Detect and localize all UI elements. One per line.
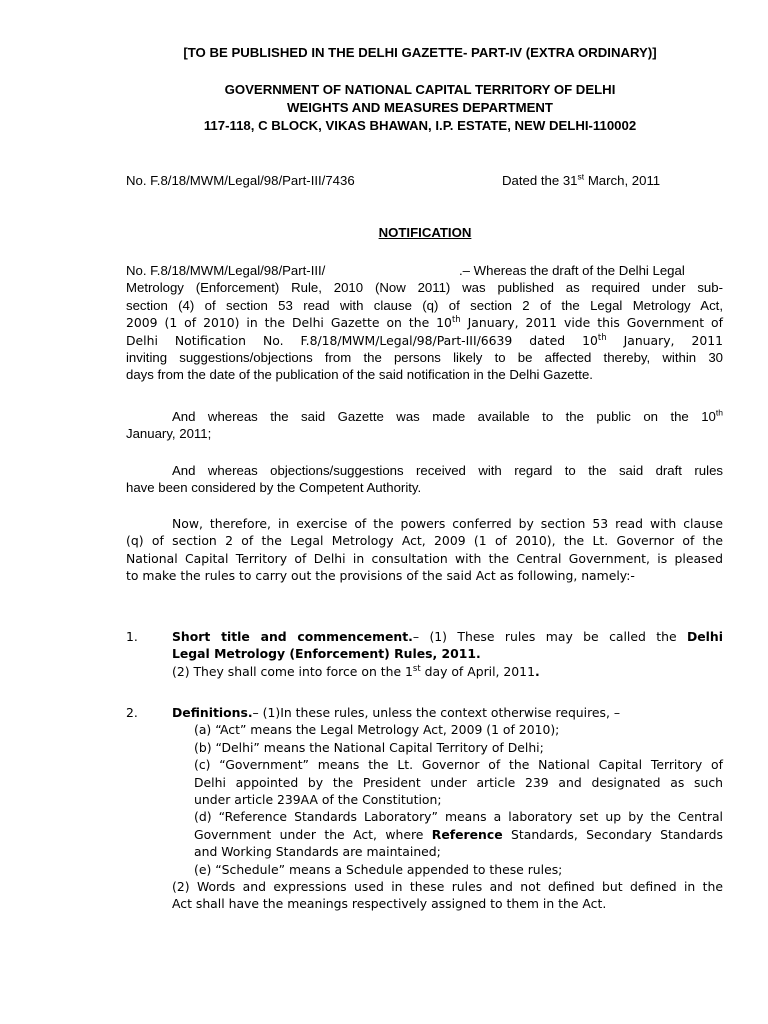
definitions-list (172, 721, 723, 878)
address-heading: 117-118, C BLOCK, VIKAS BHAWAN, I.P. ESTATE, NEW DELHI-110002 (203, 118, 637, 133)
preamble-paragraph: No. F.8/18/MWM/Legal/98/Part-III/ .– Whereas the draft of the Delhi Legal Metrology (Enforcement) Rule, 2010 (Now 2011) was published as required under sub- section (4) of section 53 read with clause (q) of section 2 of the Legal Metrology Act, 2009 (1 of 2010) in the Delhi Gazette on the 10th January, 2011 vide this Government of Delhi Notification No. F.8/18/MWM/Legal/98/Part-III/6639 dated 10th January, 2011 inviting suggestions/objections from the persons likely to be affected thereby, within 30 days from the date of the publication of the said notification in the Delhi Gazette. (126, 263, 724, 383)
definitions-subrule-2: (2) Words and expressions used in these rules and not defined but defined in the Act shall have the meanings respectively assigned to them in the Act. (172, 879, 723, 912)
rule-2-definitions: Definitions.– (1)In these rules, unless the context otherwise requires, – (a) “Act” means the Legal Metrology Act, 2009 (1 of 2010); (b) “Delhi” means the National Capital Territory of Delhi; (c) “Government” means the Lt. Governor of the National Capital Territory of Delhi appointed by the President under article 239 and designated as such under article 239AA of the Constitution; (d) “Reference Standards Laboratory” means a laboratory set up by the Central Government under the Act, where Reference Standards, Secondary Standards and Working Standards are maintained; (e) “Schedule” means a Schedule appended to these rules; (2) Words and expressions used in these rules and not defined but defined in the Act shall have the meanings respectively assigned to them in the Act. (172, 705, 723, 912)
gazette-heading: [TO BE PUBLISHED IN THE DELHI GAZETTE- PART-IV (EXTRA ORDINARY)] (183, 45, 657, 60)
reference-number: No. F.8/18/MWM/Legal/98/Part-III/7436 (126, 173, 355, 188)
definition-schedule: (e) “Schedule” means a Schedule appended to these rules; (194, 861, 563, 877)
definition-act: (a) “Act” means the Legal Metrology Act, 2009 (1 of 2010); (194, 722, 560, 738)
definition-government: (c) “Government” means the Lt. Governor of the National Capital Territory of Delhi appointed by the President under article 239 and designated as such under article 239AA of the Constitution; (194, 757, 723, 808)
definition-delhi: (b) “Delhi” means the National Capital Territory of Delhi; (194, 739, 544, 755)
definition-reference-standards-laboratory: (d) “Reference Standards Laboratory” means a laboratory set up by the Central Government under the Act, where Reference Standards, Secondary Standards and Working Standards are maintained; (194, 809, 723, 860)
rule-2-number: 2. (126, 705, 138, 720)
objections-paragraph: And whereas objections/suggestions received with regard to the said draft rules have been considered by the Competent Authority. (126, 463, 723, 496)
enacting-paragraph: Now, therefore, in exercise of the powers conferred by section 53 read with clause (q) of section 2 of the Legal Metrology Act, 2009 (1 of 2010), the Lt. Governor of the National Capital Territory of Delhi in consultation with the Central Government, is pleased to make the rules to carry out the provisions of the said Act as following, namely:- (126, 516, 723, 584)
gazette-availability-paragraph: And whereas the said Gazette was made available to the public on the 10th January, 2011; (126, 407, 723, 442)
notification-title: NOTIFICATION (378, 225, 472, 240)
rule-1-number: 1. (126, 629, 138, 644)
department-heading: WEIGHTS AND MEASURES DEPARTMENT (287, 100, 553, 115)
notification-date: Dated the 31st March, 2011 (502, 171, 661, 188)
government-heading: GOVERNMENT OF NATIONAL CAPITAL TERRITORY OF DELHI (224, 82, 616, 97)
rule-1-short-title: Short title and commencement.– (1) These rules may be called the Delhi Legal Metrology (Enforcement) Rules, 2011. (2) They shall come into force on the 1st day of April, 2011. (172, 629, 723, 679)
